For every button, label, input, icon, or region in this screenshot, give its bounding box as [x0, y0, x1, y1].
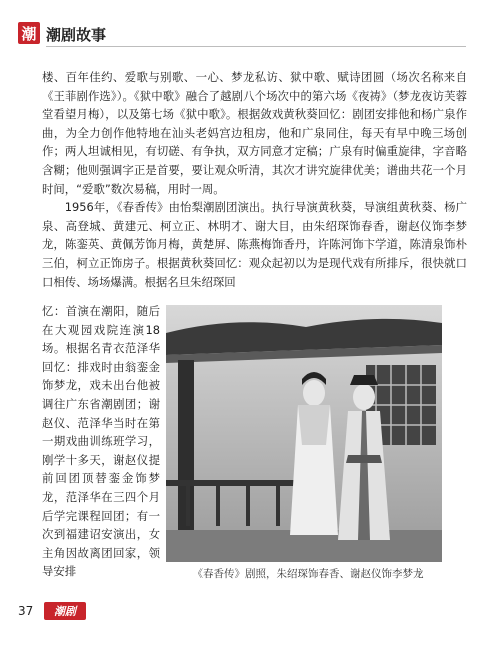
wrapped-paragraph: 忆：首演在潮阳，随后在大观园戏院连演18场。根据名青衣范泽华回忆：排戏时由翁銮金饰梦龙，戏未出台他被调往广东省潮剧团；谢赵仪、范泽华当时在第一期戏曲训练班学习，刚学十多天，谢赵仪提前回团顶替銮金饰梦龙，范泽华在三四个月后学完课程回团；有一次到福建诏安演出，女主角因故离团回家，领导安排 — [42, 304, 160, 579]
section-title: 潮剧故事 — [46, 26, 107, 44]
paragraph-2: 1956年，《春香传》由怡梨潮剧团演出。执行导演黄秋葵，导演组黄秋葵、杨广泉、高登城、黄建元、柯立正、林明才、谢大目，由朱绍琛饰春香，谢赵仪饰李梦龙，陈銮英、黄佩芳饰月梅，黄楚屏、陈燕梅饰香丹，许陈河饰卞学道，陈清泉饰朴三伯，柯立正饰房子。根据黄秋葵回忆：观众起初以为是现代戏有所排斥，很快就口口相传、场场爆满。根据名旦朱绍琛回 — [42, 200, 467, 289]
article-body — [42, 68, 467, 291]
stage-photo-illustration — [166, 305, 442, 562]
footer-logo-text: 潮剧 — [54, 605, 76, 618]
page-header — [0, 0, 494, 52]
footer-logo — [44, 602, 86, 620]
photo-caption: 《春香传》剧照，朱绍琛饰春香、谢赵仪饰李梦龙 — [192, 568, 424, 580]
paragraph-1: 楼、百年佳约、爱歌与别歌、一心、梦龙私访、狱中歌、赋诗团圆（场次名称来自《王菲剧作选》）。《狱中歌》融合了越剧八个场次中的第六场《夜祷》（梦龙夜访芙蓉堂看望月梅），以及第七场《狱中歌》。根据敛戏黄秋葵回忆：剧团安排他和杨广泉作曲，为全力创作他特地在汕头老妈宫边租房，他和广泉同住，每天有早中晚三场创作；两人坦诚相见，有切磋、有争执，双方同意才定稿；广泉有时偏重旋律，字音略含糊；他则强调字正是首要，要让观众听清，其次才讲究旋律优美；谱曲共花一个月时间，“爱歌”数次易稿，用时一周。 — [42, 70, 467, 196]
header-divider — [46, 46, 466, 47]
section-logo — [18, 22, 40, 44]
section-logo-glyph: 潮 — [21, 24, 37, 43]
stage-photo — [166, 305, 442, 562]
page-number: 37 — [18, 604, 34, 618]
